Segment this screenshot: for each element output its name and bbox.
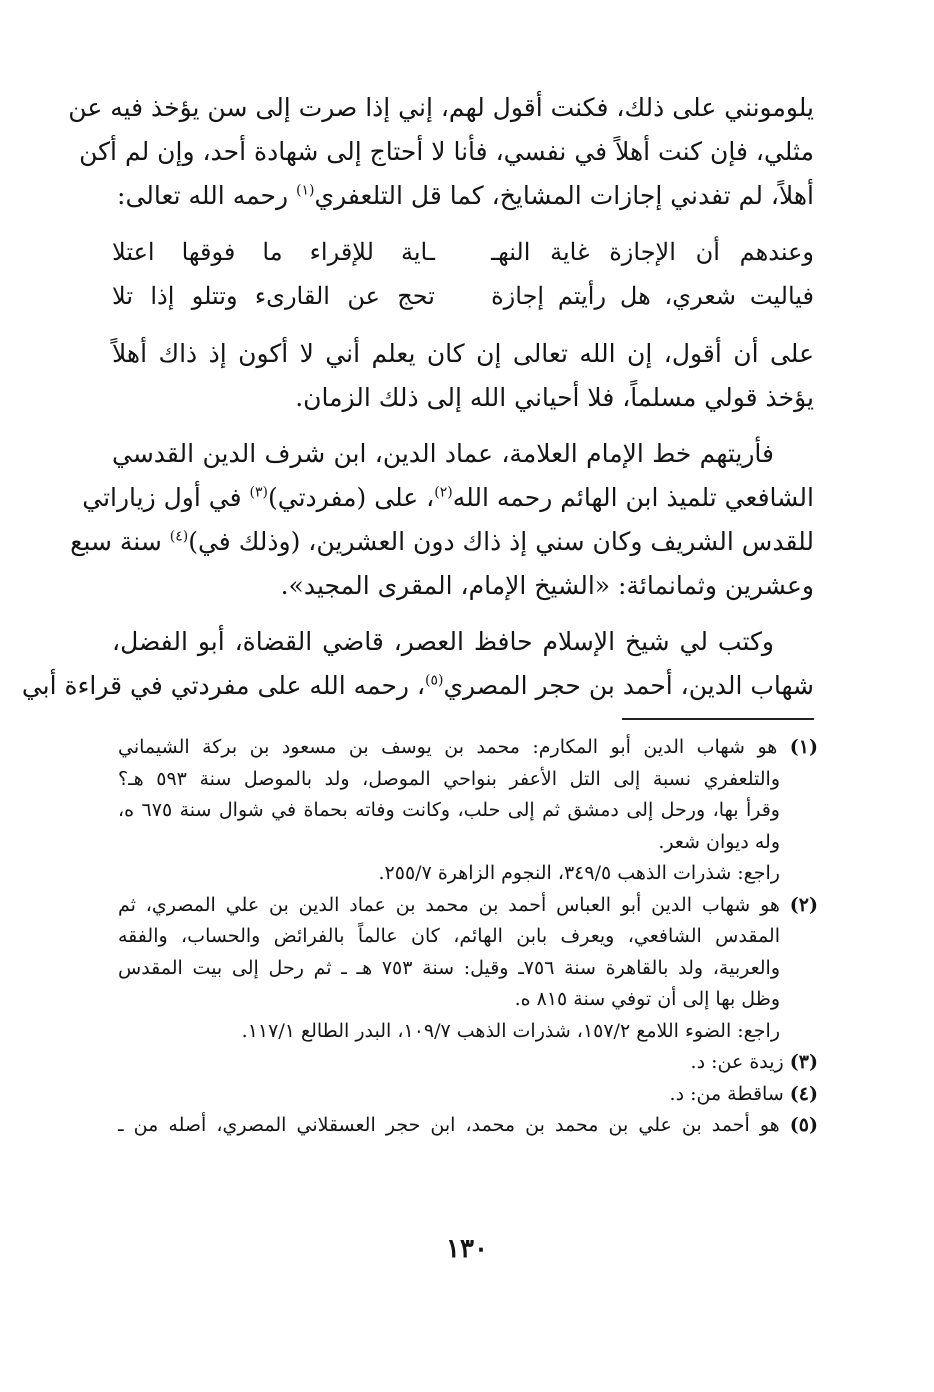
text-segment: في أول زياراتي xyxy=(82,483,250,512)
footnote-number: (٥) xyxy=(789,1114,818,1136)
poem xyxy=(112,230,814,318)
paragraph-3 xyxy=(70,432,814,608)
footnote-number: (٢) xyxy=(789,893,818,916)
footnote-line: والتلعفري نسبة إلى التل الأعفر بنواحي الموصل، ولد بالموصل سنة ٥٩٣ هـ؟ xyxy=(118,767,780,790)
footnote-5 xyxy=(118,1110,818,1142)
footnotes xyxy=(118,732,818,1142)
footnote-line xyxy=(118,890,818,922)
text-line xyxy=(82,476,814,520)
verse-1 xyxy=(112,230,814,274)
text-line xyxy=(70,520,814,564)
text-line xyxy=(112,174,814,218)
text-segment: رحمه الله تعالى: xyxy=(117,181,297,210)
text-segment: الشافعي تلميذ ابن الهائم رحمه الله xyxy=(452,483,814,512)
footnote-number: (٣) xyxy=(789,1051,818,1073)
footnote-line: وقرأ بها، ورحل إلى دمشق ثم إلى حلب، وكانت وفاته بحماة في شوال سنة ٦٧٥ ه، xyxy=(118,799,780,821)
text-segment: للقدس الشريف وكان سني إذ ذاك دون العشرين، (وذلك في) xyxy=(188,527,814,556)
footnote-ref-5: (٥) xyxy=(425,672,444,689)
text-line xyxy=(21,664,814,708)
footnote-text: هو أحمد بن علي بن محمد بن محمد، ابن حجر العسقلاني المصري، أصله من ـ xyxy=(118,1114,780,1136)
text-segment: ، رحمه الله على مفردتي في قراءة أبي xyxy=(21,671,426,700)
paragraph-4 xyxy=(21,620,814,708)
paragraph-1 xyxy=(68,86,814,218)
text-segment: ، على (مفردتي) xyxy=(267,483,435,512)
text-line: فأريتهم خط الإمام العلامة، عماد الدين، ابن شرف الدين القدسي xyxy=(112,439,774,468)
footnote-number: (١) xyxy=(789,736,818,758)
text-line: وكتب لي شيخ الإسلام حافظ العصر، قاضي القضاة، أبو الفضل، xyxy=(112,627,774,656)
text-segment: أهلاً، لم تفدني إجازات المشايخ، كما قل التلعفري xyxy=(314,181,814,210)
footnote-reference-line: راجع: الضوء اللامع ١٥٧/٢، شذرات الذهب ١٠٩/٧، البدر الطالع ١١٧/١. xyxy=(241,1019,780,1042)
footnote-ref-1: (١) xyxy=(296,182,315,199)
footnote-text: هو شهاب الدين أبو المكارم: محمد بن يوسف بن مسعود بن بركة الشيماني xyxy=(118,736,778,758)
footnote-number: (٤) xyxy=(789,1082,818,1105)
text-line: يؤخذ قولي مسلماً، فلا أحياني الله إلى ذلك الزمان. xyxy=(295,383,814,412)
footnote-1 xyxy=(118,732,818,890)
text-segment: شهاب الدين، أحمد بن حجر المصري xyxy=(443,671,814,700)
paragraph-2 xyxy=(112,332,814,420)
page-number: ١٣٠ xyxy=(446,1234,488,1264)
footnote-4 xyxy=(118,1079,818,1111)
footnote-ref-4: (٤) xyxy=(169,528,189,545)
verse-first-hemistich: فياليت شعري، هل رأيتم إجازة xyxy=(491,282,814,310)
footnote-3 xyxy=(118,1047,818,1079)
footnote-line: وله ديوان شعر. xyxy=(658,830,780,853)
main-text xyxy=(21,86,814,720)
verse-2 xyxy=(112,274,814,318)
footnote-separator xyxy=(622,718,814,720)
text-line: وعشرين وثمانمائة: «الشيخ الإمام، المقرى المجيد». xyxy=(280,571,814,600)
verse-first-hemistich: وعندهم أن الإجازة غاية النهـ xyxy=(491,238,814,266)
footnote-2 xyxy=(118,890,818,1048)
footnote-line xyxy=(118,1110,818,1142)
verse-second-hemistich: ـاية للإقراء ما فوقها اعتلا xyxy=(112,238,435,266)
footnote-ref-3: (٣) xyxy=(249,484,268,501)
footnote-text: ساقطة من: د. xyxy=(669,1082,784,1105)
footnote-line: المقدس الشافعي، ويعرف بابن الهائم، كان عالماً بالفرائض والحساب، والفقه xyxy=(118,925,780,947)
text-line: على أن أقول، إن الله تعالى إن كان يعلم أني لا أكون إذ ذاك أهلاً xyxy=(112,339,814,368)
footnote-line: وظل بها إلى أن توفي سنة ٨١٥ ه. xyxy=(514,988,780,1010)
footnote-line xyxy=(118,1079,818,1111)
footnote-text: هو شهاب الدين أبو العباس أحمد بن محمد بن عماد الدين بن علي المصري، ثم xyxy=(118,893,780,916)
footnote-text: زيدة عن: د. xyxy=(690,1051,784,1073)
text-segment: سنة سبع xyxy=(70,527,170,556)
text-line: مثلي، فإن كنت أهلاً في نفسي، فأنا لا أحتاج إلى شهادة أحد، وإن لم أكن xyxy=(79,137,814,166)
footnote-reference-line: راجع: شذرات الذهب ٣٤٩/٥، النجوم الزاهرة ٢٥٥/٧. xyxy=(378,862,780,884)
footnote-line xyxy=(118,1047,818,1079)
footnote-line xyxy=(118,732,818,764)
verse-second-hemistich: تحج عن القارىء وتتلو إذا تلا xyxy=(112,282,435,310)
footnote-ref-2: (٢) xyxy=(434,484,453,501)
text-line: يلومونني على ذلك، فكنت أقول لهم، إني إذا صرت إلى سن يؤخذ فيه عن xyxy=(68,93,814,122)
footnote-line: والعربية، ولد بالقاهرة سنة ٧٥٦ـ وقيل: سنة ٧٥٣ هـ ـ ثم رحل إلى بيت المقدس xyxy=(118,956,780,979)
